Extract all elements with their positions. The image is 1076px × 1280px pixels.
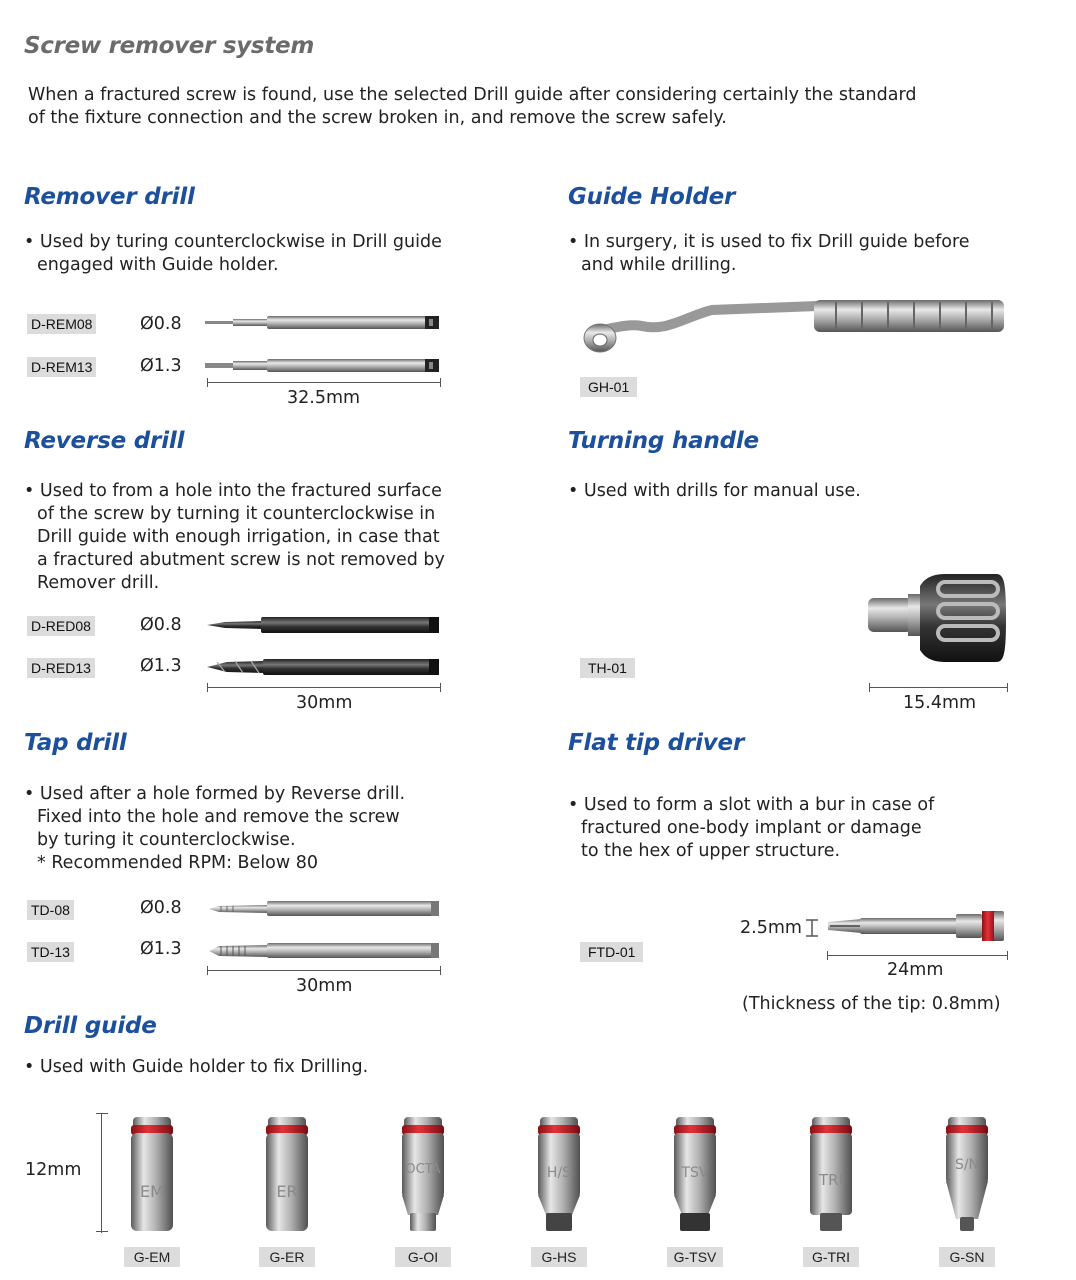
flat-tip-driver-desc: • Used to form a slot with a bur in case of fractured one-body implant or damage to the hex of upper structure. bbox=[568, 795, 935, 861]
length-label: 32.5mm bbox=[287, 388, 361, 408]
reverse-drill-13-image bbox=[205, 656, 445, 678]
remover-drill-desc: • Used by turing counterclockwise in Drill guide engaged with Guide holder. bbox=[24, 232, 442, 275]
length-dimension-line bbox=[869, 683, 1008, 692]
drill-guide-sn-image bbox=[942, 1115, 992, 1235]
length-label: 15.4mm bbox=[903, 693, 977, 713]
code-label: GH-01 bbox=[580, 377, 637, 397]
length-dimension-line bbox=[207, 966, 441, 975]
guide-holder-image bbox=[582, 296, 1008, 360]
turning-handle-title: Turning handle bbox=[568, 428, 759, 454]
length-label: 30mm bbox=[296, 693, 353, 713]
height-dimension-line bbox=[96, 1113, 108, 1233]
code-label: D-REM08 bbox=[27, 314, 96, 334]
diameter-label: Ø1.3 bbox=[140, 656, 182, 676]
drill-guide-hs-image bbox=[534, 1115, 584, 1235]
tap-drill-title: Tap drill bbox=[24, 730, 127, 756]
code-label: D-REM13 bbox=[27, 357, 96, 377]
page-title: Screw remover system bbox=[24, 33, 314, 59]
diameter-label: Ø0.8 bbox=[140, 314, 182, 334]
tap-drill-13-image bbox=[205, 940, 445, 962]
drill-guide-tri-image bbox=[806, 1115, 856, 1235]
drill-guide-oi-image bbox=[398, 1115, 448, 1235]
code-label: TD-08 bbox=[27, 900, 74, 920]
guide-holder-desc: • In surgery, it is used to fix Drill guide before and while drilling. bbox=[568, 232, 970, 275]
drill-guide-desc: • Used with Guide holder to fix Drilling. bbox=[24, 1057, 369, 1077]
engraving-text: S/N bbox=[954, 1157, 980, 1173]
reverse-drill-title: Reverse drill bbox=[24, 428, 185, 454]
code-label: G-HS bbox=[531, 1247, 587, 1267]
code-label: D-RED08 bbox=[27, 616, 95, 636]
drill-guide-em-image bbox=[127, 1115, 177, 1235]
code-label: G-SN bbox=[939, 1247, 995, 1267]
drill-guide-tsv-image bbox=[670, 1115, 720, 1235]
tap-drill-desc: • Used after a hole formed by Reverse drill. Fixed into the hole and remove the screw by turing it counterclockwise. * Recommended RPM: Below 80 bbox=[24, 784, 406, 873]
reverse-drill-desc: • Used to from a hole into the fractured surface of the screw by turning it counterclockwise in Drill guide with enough irrigation, in case that a fractured abutment screw is not removed by Remover drill. bbox=[24, 481, 445, 593]
flat-tip-driver-title: Flat tip driver bbox=[568, 730, 745, 756]
tip-thickness-note: (Thickness of the tip: 0.8mm) bbox=[742, 994, 1001, 1014]
remover-drill-13-image bbox=[205, 356, 445, 378]
code-label: TD-13 bbox=[27, 942, 74, 962]
length-dimension-line bbox=[207, 683, 441, 692]
guide-holder-title: Guide Holder bbox=[568, 184, 736, 210]
length-label: 24mm bbox=[887, 960, 944, 980]
length-dimension-line bbox=[827, 951, 1008, 960]
code-label: G-ER bbox=[259, 1247, 315, 1267]
drill-guide-er-image bbox=[262, 1115, 312, 1235]
diameter-label: Ø1.3 bbox=[140, 939, 182, 959]
height-label: 12mm bbox=[25, 1160, 82, 1180]
remover-drill-08-image bbox=[205, 313, 445, 335]
code-label: FTD-01 bbox=[580, 942, 643, 962]
length-dimension-line bbox=[207, 378, 441, 387]
engraving-text: TRI bbox=[818, 1171, 844, 1189]
code-label: G-TSV bbox=[667, 1247, 723, 1267]
code-label: TH-01 bbox=[580, 658, 635, 678]
turning-handle-image bbox=[866, 572, 1008, 664]
tip-width-label: 2.5mm bbox=[740, 918, 802, 938]
intro-text: When a fractured screw is found, use the selected Drill guide after considering certainly the standard of the fixture connection and the screw broken in, and remove the screw safely. bbox=[28, 85, 917, 128]
engraving-text: EM bbox=[140, 1182, 164, 1201]
code-label: G-EM bbox=[124, 1247, 180, 1267]
drill-guide-title: Drill guide bbox=[24, 1013, 157, 1039]
turning-handle-desc: • Used with drills for manual use. bbox=[568, 481, 861, 501]
engraving-text: OCTA bbox=[405, 1162, 441, 1177]
engraving-text: TSV bbox=[681, 1165, 709, 1181]
length-label: 30mm bbox=[296, 976, 353, 996]
engraving-text: H/S bbox=[546, 1165, 572, 1181]
diameter-label: Ø0.8 bbox=[140, 615, 182, 635]
flat-tip-driver-image bbox=[826, 908, 1008, 946]
code-label: D-RED13 bbox=[27, 658, 95, 678]
tap-drill-08-image bbox=[205, 898, 445, 920]
code-label: G-TRI bbox=[803, 1247, 859, 1267]
tip-width-dimension-mark bbox=[804, 918, 820, 940]
remover-drill-title: Remover drill bbox=[24, 184, 195, 210]
diameter-label: Ø0.8 bbox=[140, 898, 182, 918]
engraving-text: ER bbox=[276, 1182, 298, 1201]
code-label: G-OI bbox=[395, 1247, 451, 1267]
reverse-drill-08-image bbox=[205, 614, 445, 636]
diameter-label: Ø1.3 bbox=[140, 356, 182, 376]
